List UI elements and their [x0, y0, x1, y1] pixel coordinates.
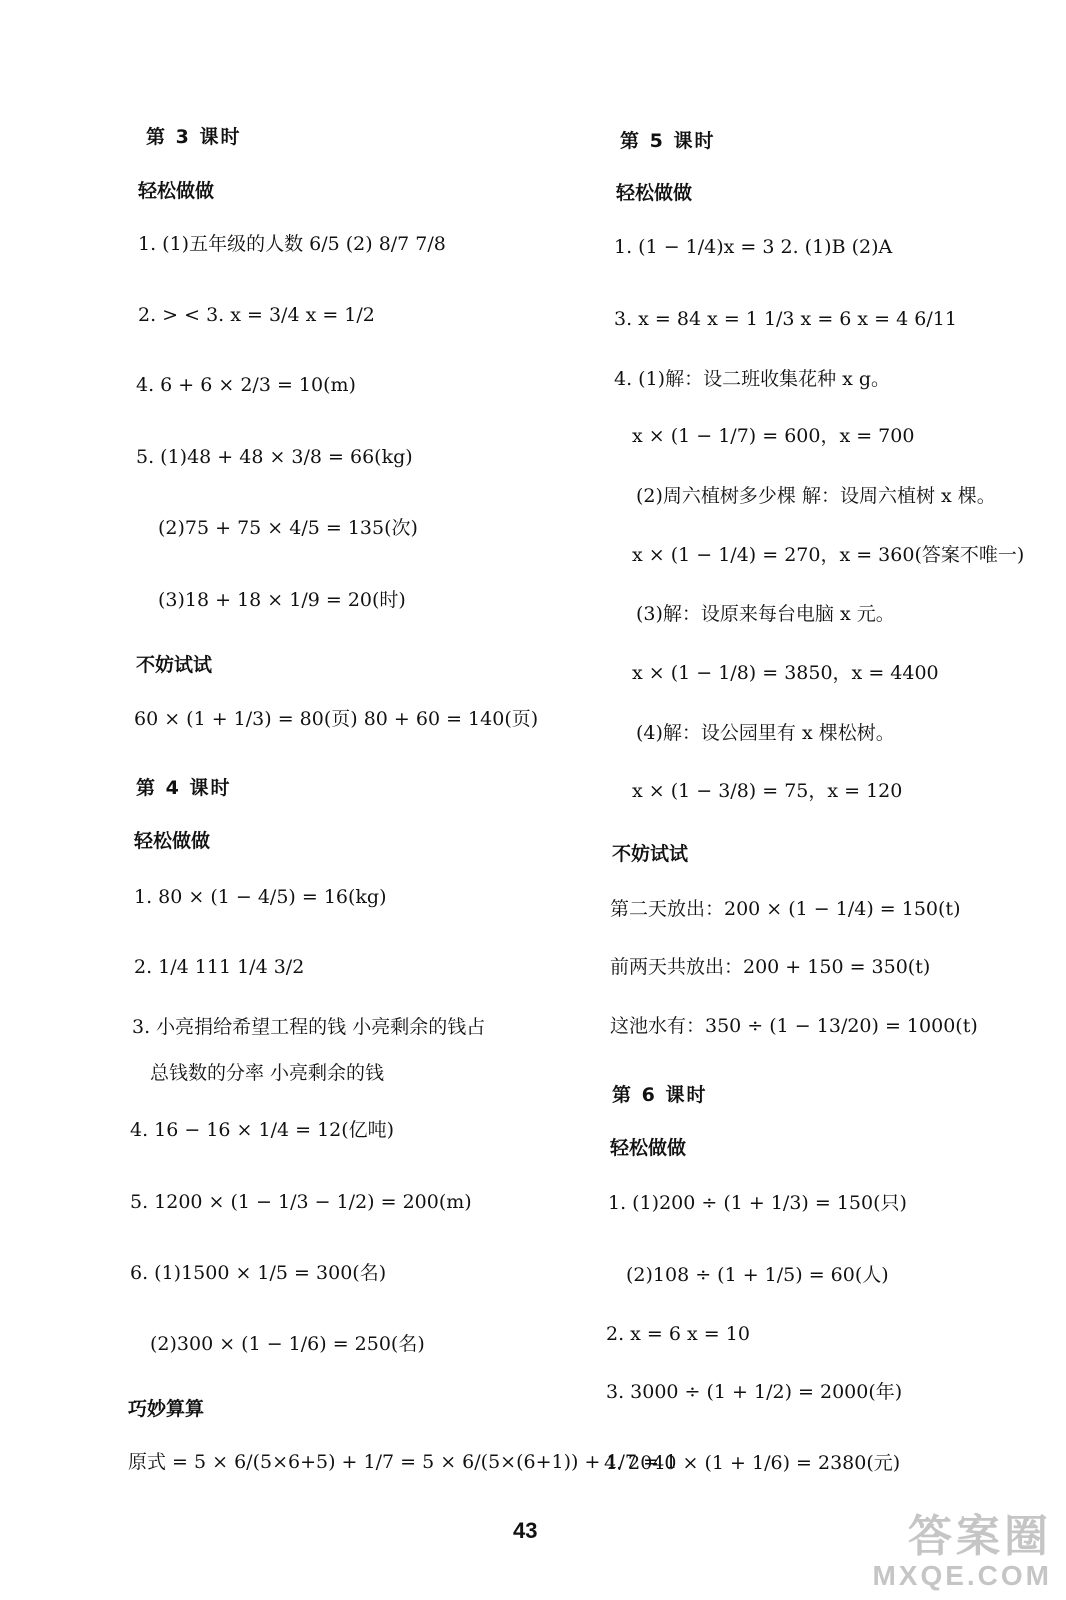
lesson-5-title: 第 5 课时: [620, 130, 716, 152]
lesson-4-q2: 2. 1/4 111 1/4 3/2: [134, 956, 305, 978]
lesson-4-title: 第 4 课时: [136, 777, 232, 799]
lesson-5-q4-2: (2)周六植树多少棵 解：设周六植树 x 棵。: [636, 485, 996, 507]
lesson-6-q1-2: (2)108 ÷ (1 + 1/5) = 60(人): [626, 1264, 889, 1286]
lesson-6-q4: 4. 2040 × (1 + 1/6) = 2380(元): [604, 1452, 901, 1474]
lesson-6-q3: 3. 3000 ÷ (1 + 1/2) = 2000(年): [606, 1381, 903, 1403]
lesson-5-q4-4-equation: x × (1 − 3/8) = 75，x = 120: [632, 780, 903, 802]
watermark-url: MXQE.COM: [872, 1560, 1052, 1591]
lesson-3-q5-3: (3)18 + 18 × 1/9 = 20(时): [158, 589, 406, 611]
lesson-5-easy-heading: 轻松做做: [616, 182, 693, 204]
lesson-4-easy-heading: 轻松做做: [134, 830, 211, 852]
lesson-3-q5-2: (2)75 + 75 × 4/5 = 135(次): [158, 517, 418, 539]
lesson-4-q4: 4. 16 − 16 × 1/4 = 12(亿吨): [130, 1119, 395, 1141]
lesson-5-try-step2: 前两天共放出：200 + 150 = 350(t): [610, 956, 931, 978]
lesson-4-smart-answer: 原式 = 5 × 6/(5×6+5) + 1/7 = 5 × 6/(5×(6+1)) + 1/7 = 1: [128, 1451, 678, 1473]
lesson-4-q5: 5. 1200 × (1 − 1/3 − 1/2) = 200(m): [130, 1191, 472, 1213]
lesson-6-title: 第 6 课时: [612, 1084, 708, 1106]
lesson-4-q3-line1: 3. 小亮捐给希望工程的钱 小亮剩余的钱占: [132, 1016, 486, 1038]
lesson-5-q3: 3. x = 84 x = 1 1/3 x = 6 x = 4 6/11: [614, 308, 957, 330]
lesson-5-q4-2-equation: x × (1 − 1/4) = 270，x = 360(答案不唯一): [632, 544, 1025, 566]
lesson-4-q6-1: 6. (1)1500 × 1/5 = 300(名): [130, 1262, 387, 1284]
lesson-5-q4-3: (3)解：设原来每台电脑 x 元。: [636, 603, 895, 625]
lesson-6-easy-heading: 轻松做做: [610, 1137, 687, 1159]
lesson-5-try-step1: 第二天放出：200 × (1 − 1/4) = 150(t): [610, 898, 961, 920]
lesson-5-q4-1: 4. (1)解：设二班收集花种 x g。: [614, 368, 891, 390]
watermark-logo: 答案圈: [908, 1512, 1052, 1561]
lesson-4-q3-line2: 总钱数的分率 小亮剩余的钱: [150, 1062, 385, 1084]
lesson-3-title: 第 3 课时: [146, 126, 242, 148]
lesson-4-q1: 1. 80 × (1 − 4/5) = 16(kg): [134, 886, 387, 908]
lesson-3-try-heading: 不妨试试: [136, 654, 213, 676]
lesson-5-q4-1-equation: x × (1 − 1/7) = 600，x = 700: [632, 425, 915, 447]
lesson-6-q1-1: 1. (1)200 ÷ (1 + 1/3) = 150(只): [608, 1192, 907, 1214]
watermark: [872, 1500, 1052, 1592]
lesson-3-try-answer: 60 × (1 + 1/3) = 80(页) 80 + 60 = 140(页): [134, 708, 539, 730]
page-number: 43: [513, 1518, 538, 1543]
lesson-4-q6-2: (2)300 × (1 − 1/6) = 250(名): [150, 1333, 425, 1355]
lesson-3-q2: 2. > < 3. x = 3/4 x = 1/2: [138, 304, 375, 326]
lesson-3-q5-1: 5. (1)48 + 48 × 3/8 = 66(kg): [136, 446, 413, 468]
lesson-5-try-step3: 这池水有：350 ÷ (1 − 13/20) = 1000(t): [610, 1015, 978, 1037]
lesson-4-smart-heading: 巧妙算算: [128, 1398, 205, 1420]
lesson-5-q4-3-equation: x × (1 − 1/8) = 3850，x = 4400: [632, 662, 939, 684]
lesson-5-q4-4: (4)解：设公园里有 x 棵松树。: [636, 722, 895, 744]
lesson-3-easy-heading: 轻松做做: [138, 180, 215, 202]
lesson-3-q4: 4. 6 + 6 × 2/3 = 10(m): [136, 374, 356, 396]
lesson-6-q2: 2. x = 6 x = 10: [606, 1323, 750, 1345]
lesson-3-q1: 1. (1)五年级的人数 6/5 (2) 8/7 7/8: [138, 233, 446, 255]
lesson-5-try-heading: 不妨试试: [612, 843, 689, 865]
lesson-5-q1: 1. (1 − 1/4)x = 3 2. (1)B (2)A: [614, 236, 893, 258]
